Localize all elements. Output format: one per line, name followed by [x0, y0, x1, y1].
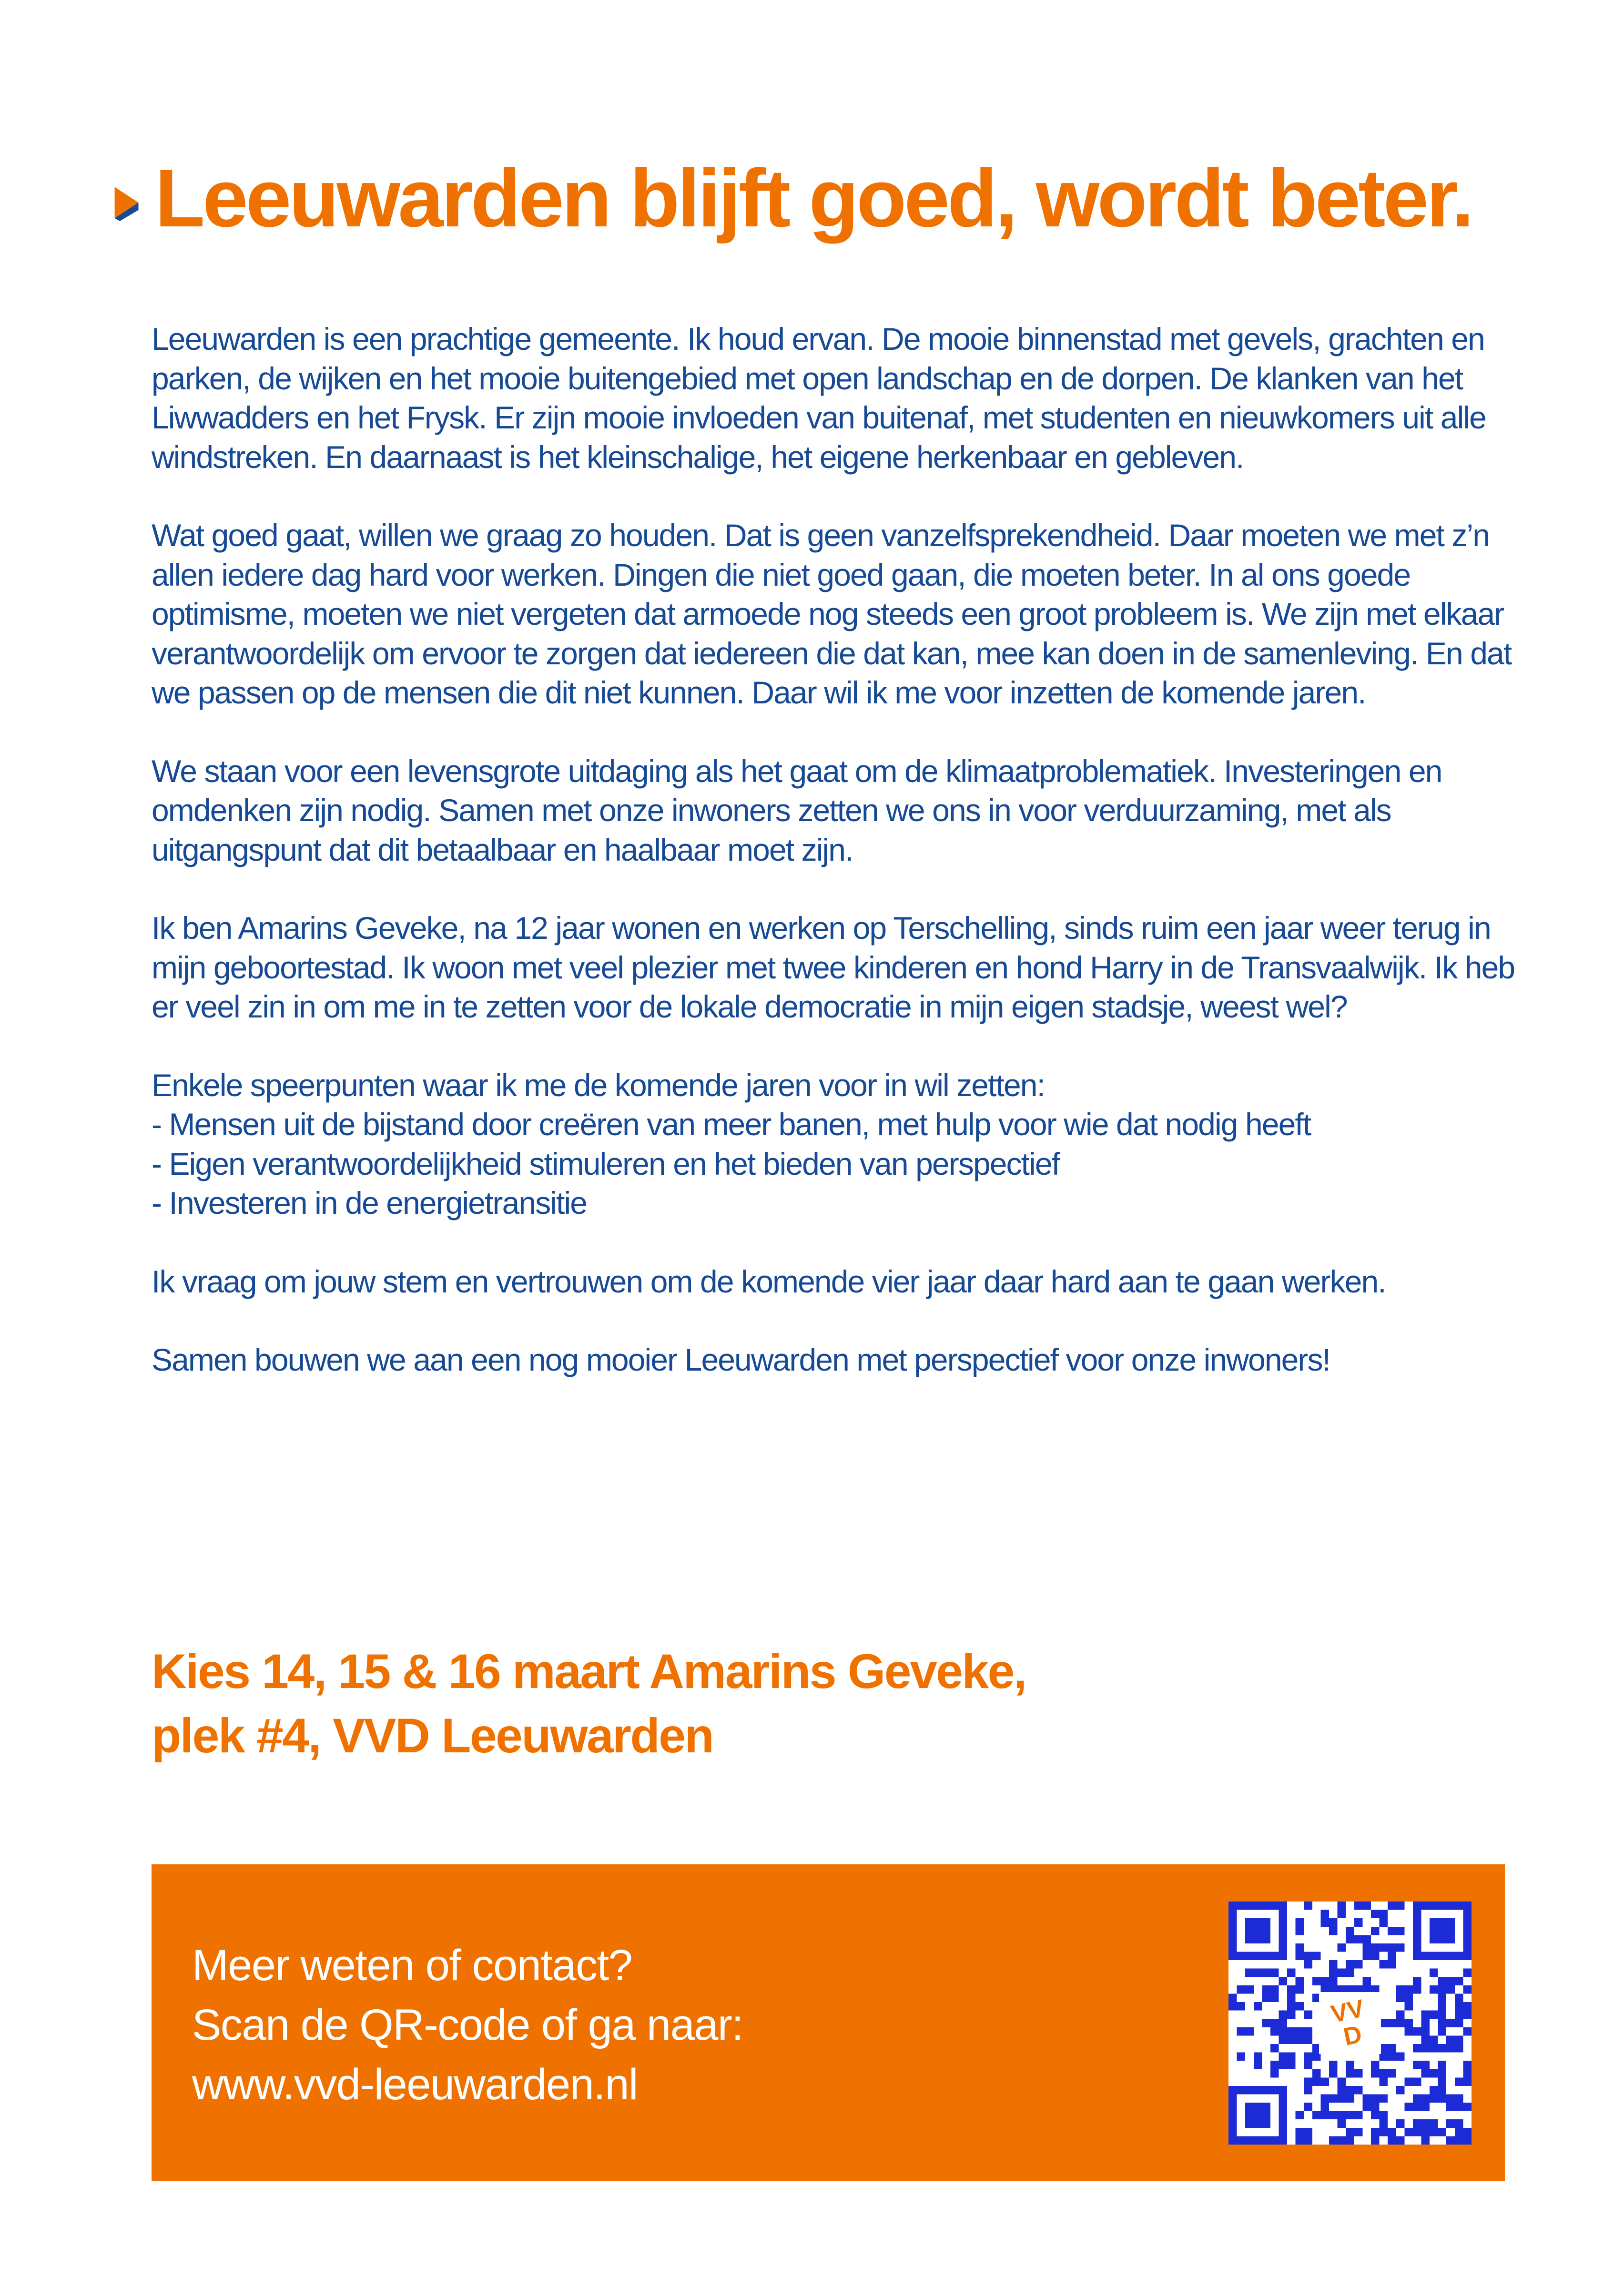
- contact-line: Meer weten of contact?: [192, 1941, 632, 1990]
- svg-text:VV: VV: [1328, 1994, 1367, 2029]
- paragraph: We staan voor een levensgrote uitdaging als het gaat om de klimaatproblematiek. Investeringen en omdenken zijn nodig. Samen met onze inwoners zetten we ons in voor verduurzaming, met als uitgangspunt dat dit betaalbaar en haalbaar moet zijn.: [152, 753, 1442, 867]
- body-text: [152, 319, 1524, 1419]
- svg-text:D: D: [1341, 2020, 1365, 2051]
- contact-box: [152, 1864, 1505, 2181]
- call-to-action: [152, 1639, 1486, 1768]
- speerpunten-list: [152, 1105, 1524, 1223]
- qr-code-icon[interactable]: [1228, 1902, 1472, 2145]
- paragraph: Ik ben Amarins Geveke, na 12 jaar wonen en werken op Terschelling, sinds ruim een jaar weer terug in mijn geboortestad. Ik woon met veel plezier met twee kinderen en hond Harry in de Transvaalwijk. Ik heb er veel zin in om me in te zetten voor de lokale democratie in mijn eigen stadsje, weest wel?: [152, 910, 1515, 1024]
- chevron-right-icon: [107, 184, 144, 221]
- contact-line: Scan de QR-code of ga naar:: [192, 2001, 743, 2049]
- list-item: - Eigen verantwoordelijkheid stimuleren en het bieden van perspectief: [152, 1144, 1524, 1184]
- cta-line: plek #4, VVD Leeuwarden: [152, 1708, 713, 1763]
- headline: [107, 153, 1537, 244]
- closing-paragraph: Samen bouwen we aan een nog mooier Leeuwarden met perspectief voor onze inwoners!: [152, 1342, 1330, 1377]
- paragraph: Leeuwarden is een prachtige gemeente. Ik houd ervan. De mooie binnenstad met gevels, grachten en parken, de wijken en het mooie buitengebied met open landschap en de dorpen. De klanken van het Liwwadders en het Frysk. Er zijn mooie invloeden van buitenaf, met studenten en nieuwkomers uit alle windstreken. En daarnaast is het kleinschalige, het eigene herkenbaar en gebleven.: [152, 321, 1486, 475]
- closing-paragraph: Ik vraag om jouw stem en vertrouwen om de komende vier jaar daar hard aan te gaan werken.: [152, 1263, 1386, 1299]
- page-title: Leeuwarden blijft goed, wordt beter.: [155, 153, 1472, 244]
- contact-text: [192, 1936, 743, 2115]
- list-item: - Investeren in de energietransitie: [152, 1183, 1524, 1223]
- speerpunten-section: [152, 1066, 1524, 1223]
- website-link[interactable]: www.vvd-leeuwarden.nl: [192, 2060, 638, 2109]
- cta-line: Kies 14, 15 & 16 maart Amarins Geveke,: [152, 1644, 1026, 1698]
- list-item: - Mensen uit de bijstand door creëren van meer banen, met hulp voor wie dat nodig heeft: [152, 1105, 1524, 1144]
- vvd-logo: [1319, 1992, 1381, 2054]
- list-intro: Enkele speerpunten waar ik me de komende jaren voor in wil zetten:: [152, 1067, 1045, 1103]
- paragraph: Wat goed gaat, willen we graag zo houden. Dat is geen vanzelfsprekendheid. Daar moeten we met z’n allen iedere dag hard voor werken. Dingen die niet goed gaan, die moeten beter. In al ons goede optimisme, moeten we niet vergeten dat armoede nog steeds een groot probleem is. We zijn met elkaar verantwoordelijk om ervoor te zorgen dat iedereen die dat kan, mee kan doen in de samenleving. En dat we passen op de mensen die dit niet kunnen. Daar wil ik me voor inzetten de komende jaren.: [152, 518, 1512, 710]
